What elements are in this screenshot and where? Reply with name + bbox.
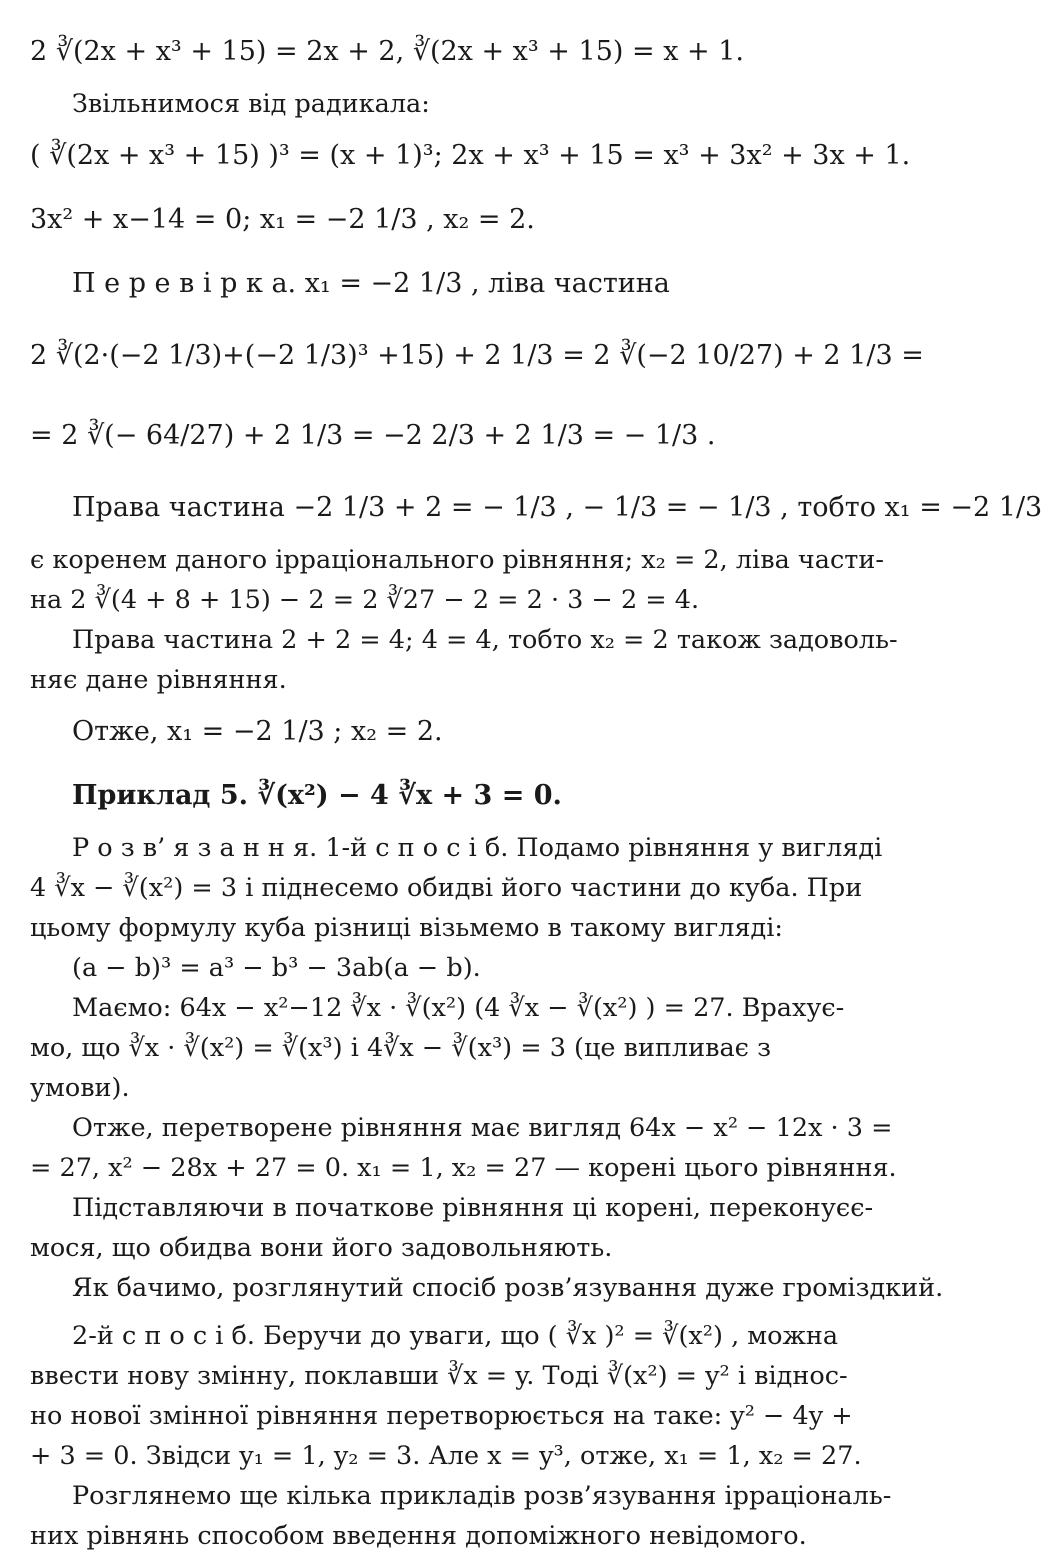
text-line-11: Права частина 2 + 2 = 4; 4 = 4, тобто x₂ = 2 також задоволь-: [72, 625, 898, 655]
text-line-29: но нової змінної рівняння перетворюється на таке: y² − 4y +: [30, 1401, 853, 1431]
text-line-10: на 2 ∛(4 + 8 + 15) − 2 = 2 ∛27 − 2 = 2 · 3 − 2 = 4.: [30, 585, 700, 615]
text-line-24: Підставляючи в початкове рівняння ці корені, переконуєє-: [72, 1193, 874, 1223]
formula-line-3: ( ∛(2x + x³ + 15) )³ = (x + 1)³; 2x + x³ + 15 = x³ + 3x² + 3x + 1.: [30, 140, 911, 171]
example-5-heading: Приклад 5. ∛(x²) − 4 ∛x + 3 = 0.: [72, 780, 562, 811]
text-line-20: мо, що ∛x · ∛(x²) = ∛(x³) і 4∛x − ∛(x³) = 3 (це випливає з: [30, 1033, 771, 1063]
text-line-2: Звільнимося від радикала:: [72, 89, 430, 119]
formula-line-1: 2 ∛(2x + x³ + 15) = 2x + 2, ∛(2x + x³ + 15) = x + 1.: [30, 36, 744, 67]
text-line-16: 4 ∛x − ∛(x²) = 3 і піднесемо обидві його частини до куба. При: [30, 873, 863, 903]
formula-line-4: 3x² + x−14 = 0; x₁ = −2 1/3 , x₂ = 2.: [30, 204, 535, 235]
text-line-31: Розглянемо ще кілька прикладів розв’язування ірраціональ-: [72, 1481, 892, 1511]
text-line-9: є коренем даного ірраціонального рівняння; x₂ = 2, ліва части-: [30, 545, 884, 575]
text-line-26: Як бачимо, розглянутий спосіб розв’язування дуже громіздкий.: [72, 1273, 944, 1303]
text-line-right-part: Права частина −2 1/3 + 2 = − 1/3 , − 1/3 = − 1/3 , тобто x₁ = −2 1/3: [72, 492, 1042, 523]
answer-line: Отже, x₁ = −2 1/3 ; x₂ = 2.: [72, 716, 443, 747]
text-line-12: няє дане рівняння.: [30, 665, 287, 695]
text-line-30: + 3 = 0. Звідси y₁ = 1, y₂ = 3. Але x = y³, отже, x₁ = 1, x₂ = 27.: [30, 1441, 862, 1471]
formula-check-result: = 2 ∛(− 64/27) + 2 1/3 = −2 2/3 + 2 1/3 = − 1/3 .: [30, 420, 716, 451]
text-line-21: умови).: [30, 1073, 130, 1103]
formula-check-left: 2 ∛(2·(−2 1/3)+(−2 1/3)³ +15) + 2 1/3 = 2 ∛(−2 10/27) + 2 1/3 =: [30, 340, 924, 371]
text-line-22: Отже, перетворене рівняння має вигляд 64x − x² − 12x · 3 =: [72, 1113, 893, 1143]
method-2-line: 2-й с п о с і б. Беручи до уваги, що ( ∛x )² = ∛(x²) , можна: [72, 1321, 839, 1351]
text-line-15: Р о з в’ я з а н н я. 1-й с п о с і б. Подамо рівняння у вигляді: [72, 833, 883, 863]
text-line-19: Маємо: 64x − x²−12 ∛x · ∛(x²) (4 ∛x − ∛(x²) ) = 27. Врахує-: [72, 993, 845, 1023]
text-line-28: ввести нову змінну, поклавши ∛x = y. Тоді ∛(x²) = y² і віднос-: [30, 1361, 848, 1391]
text-line-23: = 27, x² − 28x + 27 = 0. x₁ = 1, x₂ = 27 — корені цього рівняння.: [30, 1153, 897, 1183]
text-line-32: них рівнянь способом введення допоміжного невідомого.: [30, 1521, 807, 1551]
formula-line-18: (a − b)³ = a³ − b³ − 3ab(a − b).: [72, 953, 481, 983]
text-line-17: цьому формулу куба різниці візьмемо в такому вигляді:: [30, 913, 783, 943]
text-line-25: мося, що обидва вони його задовольняють.: [30, 1233, 613, 1263]
check-heading-line: П е р е в і р к а. x₁ = −2 1/3 , ліва частина: [72, 268, 670, 299]
